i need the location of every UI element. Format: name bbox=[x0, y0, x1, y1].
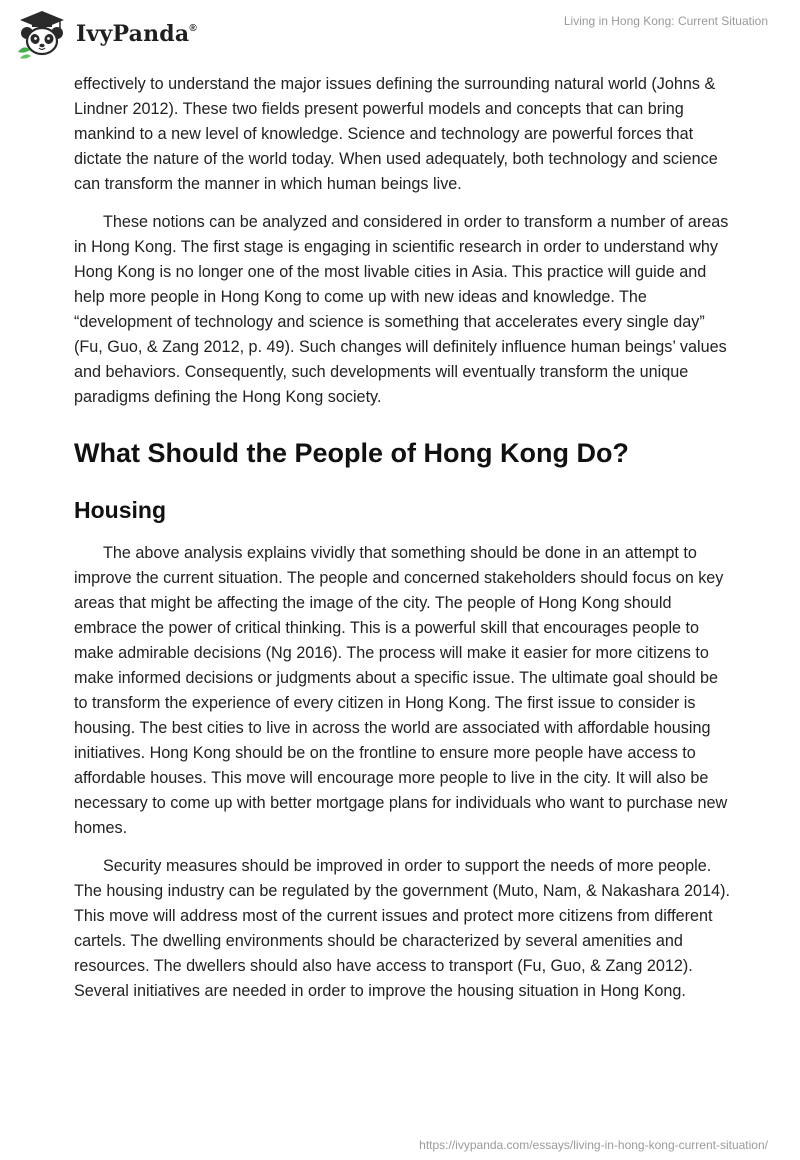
brand-name: IvyPanda® bbox=[76, 21, 197, 47]
panda-graduate-icon bbox=[14, 8, 70, 60]
subsection-heading-housing: Housing bbox=[74, 497, 166, 523]
paragraph-housing-2: Security measures should be improved in order to support the needs of more people. The housing industry can be regulated by the government (Muto, Nam, & Nakashara 2014). This move will address most of the current issues and protect more citizens from different cartels. The dwelling environments should be characterized by several amenities and resources. The dwellers should also have access to transport (Fu, Guo, & Zang 2012). Several initiatives are needed in order to improve the housing situation in Hong Kong. bbox=[74, 857, 730, 1000]
ivypanda-logo[interactable] bbox=[14, 8, 197, 60]
essay-content bbox=[74, 72, 734, 1004]
paragraph-housing-1: The above analysis explains vividly that something should be done in an attempt to improve the current situation. The people and concerned stakeholders should focus on key areas that might be affecting the image of the city. The people of Hong Kong should embrace the power of critical thinking. This is a powerful skill that encourages people to make admirable decisions (Ng 2016). The process will make it easier for more citizens to make informed decisions or judgments about a specific issue. The ultimate goal should be to transform the experience of every citizen in Hong Kong. The first issue to consider is housing. The best cities to live in across the world are associated with affordable housing initiatives. Hong Kong should be on the frontline to ensure more people have access to affordable houses. This move will encourage more people to live in the city. It will also be necessary to come up with better mortgage plans for individuals who want to purchase new homes. bbox=[74, 544, 728, 837]
source-url[interactable]: https://ivypanda.com/essays/living-in-hong-kong-current-situation/ bbox=[419, 1138, 768, 1152]
document-title: Living in Hong Kong: Current Situation bbox=[563, 14, 768, 28]
section-heading: What Should the People of Hong Kong Do? bbox=[74, 438, 629, 468]
registered-mark: ® bbox=[189, 22, 197, 34]
page-header bbox=[0, 0, 800, 70]
paragraph-notions: These notions can be analyzed and considered in order to transform a number of areas in Hong Kong. The first stage is engaging in scientific research in order to understand why Hong Kong is no longer one of the most livable cities in Asia. This practice will guide and help more people in Hong Kong to come up with new ideas and knowledge. The “development of technology and science is something that accelerates every single day” (Fu, Guo, & Zang 2012, p. 49). Such changes will definitely influence human beings’ values and behaviors. Consequently, such developments will eventually transform the unique paradigms defining the Hong Kong society. bbox=[74, 213, 729, 406]
paragraph-intro: effectively to understand the major issues defining the surrounding natural world (Johns & Lindner 2012). These two fields present powerful models and concepts that can bring mankind to a new level of knowledge. Science and technology are powerful forces that dictate the nature of the world today. When used adequately, both technology and science can transform the manner in which human beings live. bbox=[74, 75, 718, 193]
